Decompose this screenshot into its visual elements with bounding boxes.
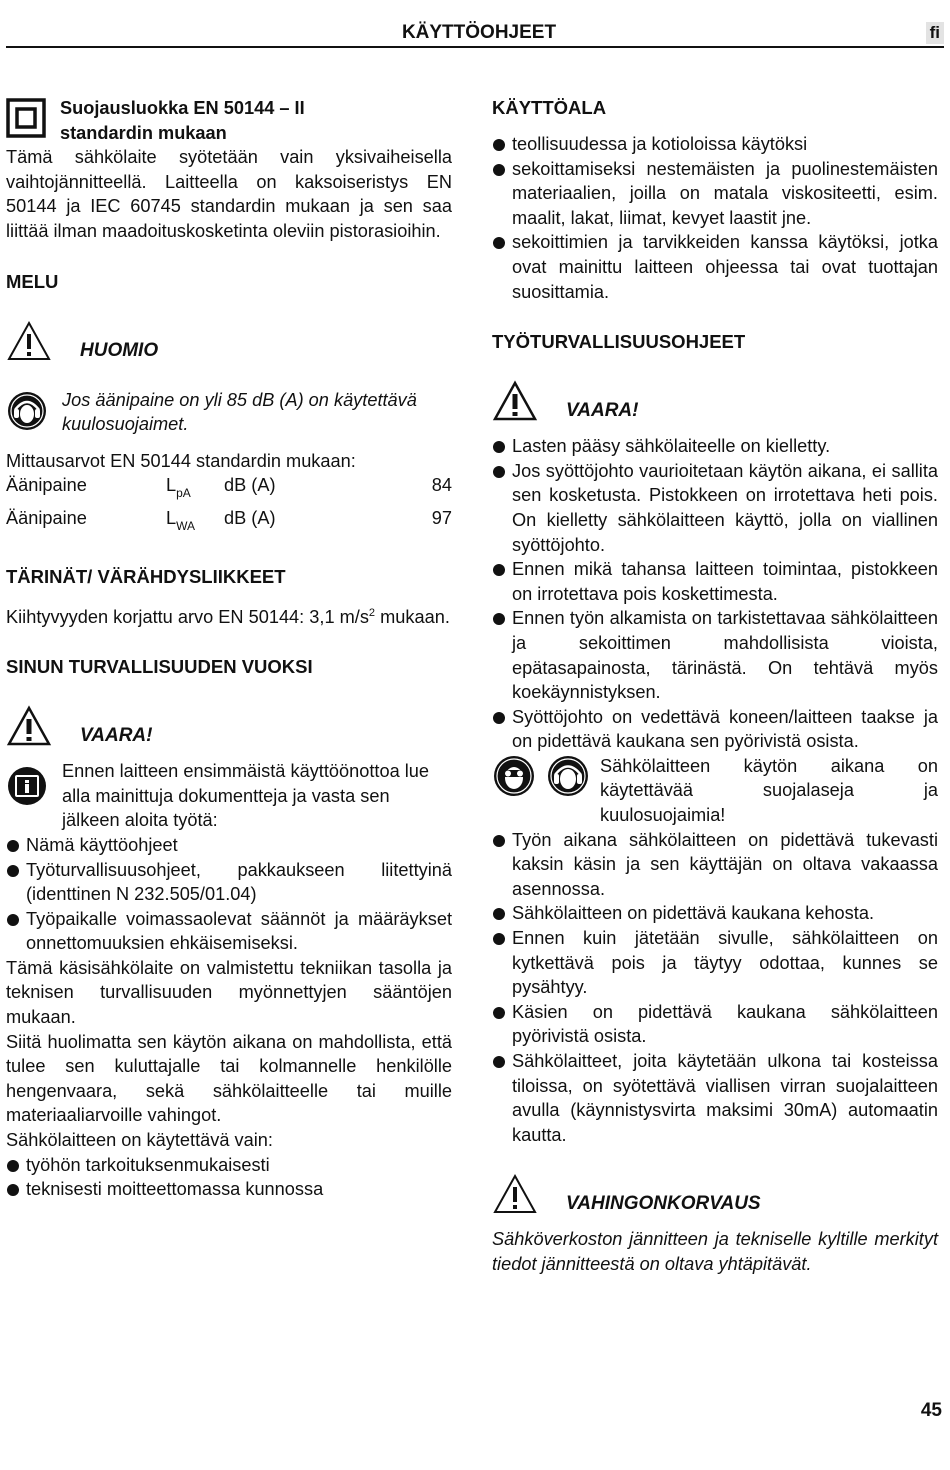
danger-warning — [492, 380, 938, 422]
usage-list-item: teollisuudessa ja kotioloissa käytöksi — [492, 132, 938, 157]
safety-list-item: Käsien on pidettävä kaukana sähkölaitteen pyörivistä osista. — [492, 1000, 938, 1049]
page-header — [6, 22, 944, 48]
protection-title-line-2: standardin mukaan — [60, 122, 227, 143]
measurement-unit: dB (A) — [224, 507, 276, 528]
danger-warning — [6, 705, 452, 747]
safety-list-item: Ennen työn alkamista on tarkistettavaa sähkölaitteen ja sekoittimen mahdollisista vioista, epätasapainosta, tärinästä. On tehtävä myös koekäynnistyksen. — [492, 606, 938, 704]
hearing-protection-note — [6, 388, 452, 437]
safety-list-item: Sähkölaitteet, joita käytetään ulkona tai kosteissa tiloissa, on syötettävä viallisen virran suojalaitteen avulla (käynnistysvirta maksimi 30mA) automaatin kautta. — [492, 1049, 938, 1147]
protection-class-block — [6, 96, 452, 145]
safety-goggles-icon — [492, 754, 536, 798]
use-intro: Sähkölaitteen on käytettävä vain: — [6, 1130, 273, 1151]
safety-list-item: Sähkölaitteen on pidettävä kaukana kehosta. — [492, 901, 938, 926]
work-safety-heading: TYÖTURVALLISUUSOHJEET — [492, 331, 746, 353]
safety-list-item: Ennen kuin jätetään sivulle, sähkölaitteen on kytkettävä pois ja täytyy odottaa, kunnes se pysähtyy. — [492, 926, 938, 1000]
usage-list-item: sekoittimien ja tarvikkeiden kanssa käytöksi, jotka ovat mainittu laitteen ohjeessa tai ovat tuottajan suosittamia. — [492, 230, 938, 304]
measurement-intro: Mittausarvot EN 50144 standardin mukaan: — [6, 450, 356, 471]
safety-list-item: Lasten pääsy sähkölaiteelle on kielletty. — [492, 434, 938, 459]
noise-warning — [6, 320, 452, 362]
ppe-note — [492, 754, 938, 828]
safety-heading: SINUN TURVALLISUUDEN VUOKSI — [6, 656, 313, 678]
protection-text: Tämä sähkölaite syötetään vain yksivaiheisella vaihtojännitteellä. Laitteella on kaksoiseristys EN 50144 ja IEC 60745 standardin mukaan ja sen saa liittää ilman maadoituskosketinta oleviin pistorasioihin. — [6, 147, 452, 241]
warning-triangle-icon — [6, 705, 52, 747]
usage-heading: KÄYTTÖALA — [492, 97, 607, 118]
measurement-unit: dB (A) — [224, 475, 276, 496]
measurement-symbol: $L_{pA}$ — [166, 475, 191, 501]
safety-list-item: Ennen mikä tahansa laitteen toimintaa, pistokkeen on irrotettava pois koskettimesta. — [492, 557, 938, 606]
safety-list-item: Työn aikana sähkölaitteen on pidettävä tukevasti kaksin käsin ja sen käyttäjän on oltava vakaassa asennossa. — [492, 828, 938, 902]
right-column — [492, 96, 938, 1277]
use-list-item: työhön tarkoituksenmukaisesti — [6, 1153, 452, 1178]
paragraph-technical-level: Tämä käsisähkölaite on valmistettu tekniikan tasolla ja teknisen turvallisuuden myönnettyjen sääntöjen mukaan. — [6, 957, 452, 1028]
ear-protection-icon — [546, 754, 590, 798]
page-number: 45 — [920, 1400, 942, 1421]
noise-heading: MELU — [6, 270, 59, 292]
measurement-row — [6, 473, 452, 506]
doc-list-item: Nämä käyttöohjeet — [6, 833, 452, 858]
ear-protection-icon — [6, 390, 48, 432]
noise-warning-label: HUOMIO — [80, 339, 159, 361]
danger-warning-label: VAARA! — [80, 725, 153, 747]
doc-list-item: Työpaikalle voimassaolevat säännöt ja määräykset onnettomuuksien ehkäisemiseksi. — [6, 907, 452, 956]
measurement-label: Äänipaine — [6, 475, 87, 496]
paragraph-risk: Siitä huolimatta sen käytön aikana on mahdollista, että tulee sen kuluttajalle tai kolmannelle henkilölle hengenvaara, sekä sähkölaitteelle tai muille materiaaliarvoille vahingot. — [6, 1031, 452, 1126]
safety-list-item: Jos syöttöjohto vaurioitetaan käytön aikana, ei sallita sen kosketusta. Pistokkeen on irrotettava heti pois. On kielletty sähkölaitteen käyttö, jolla on viallinen syöttöjohto. — [492, 459, 938, 557]
language-badge: fi — [926, 22, 944, 44]
damage-warning — [492, 1173, 938, 1215]
measurement-value: 84 — [431, 475, 452, 496]
read-manual-icon — [6, 765, 48, 807]
header-title: KÄYTTÖOHJEET — [401, 22, 557, 43]
vibration-text: Kiihtyvyyden korjattu arvo EN 50144: 3,1 $m/s^2$ mukaan. — [6, 606, 450, 627]
safety-list-item: Syöttöjohto on vedettävä koneen/laitteen taakse ja on pidettävä kaukana sen pyörivistä osista. — [492, 705, 938, 754]
protection-title: Suojausluokka EN 50144 – II — [60, 98, 305, 118]
measurement-symbol: $L_{WA}$ — [166, 507, 196, 533]
danger-warning-label: VAARA! — [566, 400, 639, 422]
usage-list-item: sekoittamiseksi nestemäisten ja puolinestemäisten materiaalien, joilla on matala viskositeetti, esim. maalit, lakat, liimat, kevyet laastit jne. — [492, 157, 938, 231]
warning-triangle-icon — [492, 380, 538, 422]
left-column — [6, 96, 452, 1202]
damage-heading: VAHINGONKORVAUS — [566, 1193, 761, 1215]
read-manual-text: Ennen laitteen ensimmäistä käyttöönottoa lue alla mainittuja dokumentteja ja vasta sen jälkeen aloita työtä: — [62, 761, 430, 831]
read-manual-note — [6, 759, 452, 833]
doc-list-item: Työturvallisuusohjeet, pakkaukseen liitettyinä (identtinen N 232.505/01.04) — [6, 858, 452, 907]
use-list-item: teknisesti moitteettomassa kunnossa — [6, 1177, 452, 1202]
double-insulation-icon — [6, 98, 46, 138]
damage-text: Sähköverkoston jännitteen ja tekniselle kyltille merkityt tiedot jännitteestä on oltava yhtäpitävät. — [492, 1229, 938, 1274]
measurement-label: Äänipaine — [6, 507, 87, 528]
warning-triangle-icon — [6, 320, 52, 362]
warning-triangle-icon — [492, 1173, 538, 1215]
measurement-row — [6, 506, 452, 539]
vibration-heading: TÄRINÄT/ VÄRÄHDYSLIIKKEET — [6, 565, 286, 587]
hearing-protection-text: Jos äänipaine on yli 85 dB (A) on käytettävä kuulosuojaimet. — [62, 389, 417, 435]
ppe-text: Sähkölaitteen käytön aikana on käytettävää suojalaseja ja kuulosuojaimia! — [600, 755, 938, 826]
measurement-value: 97 — [431, 507, 452, 528]
